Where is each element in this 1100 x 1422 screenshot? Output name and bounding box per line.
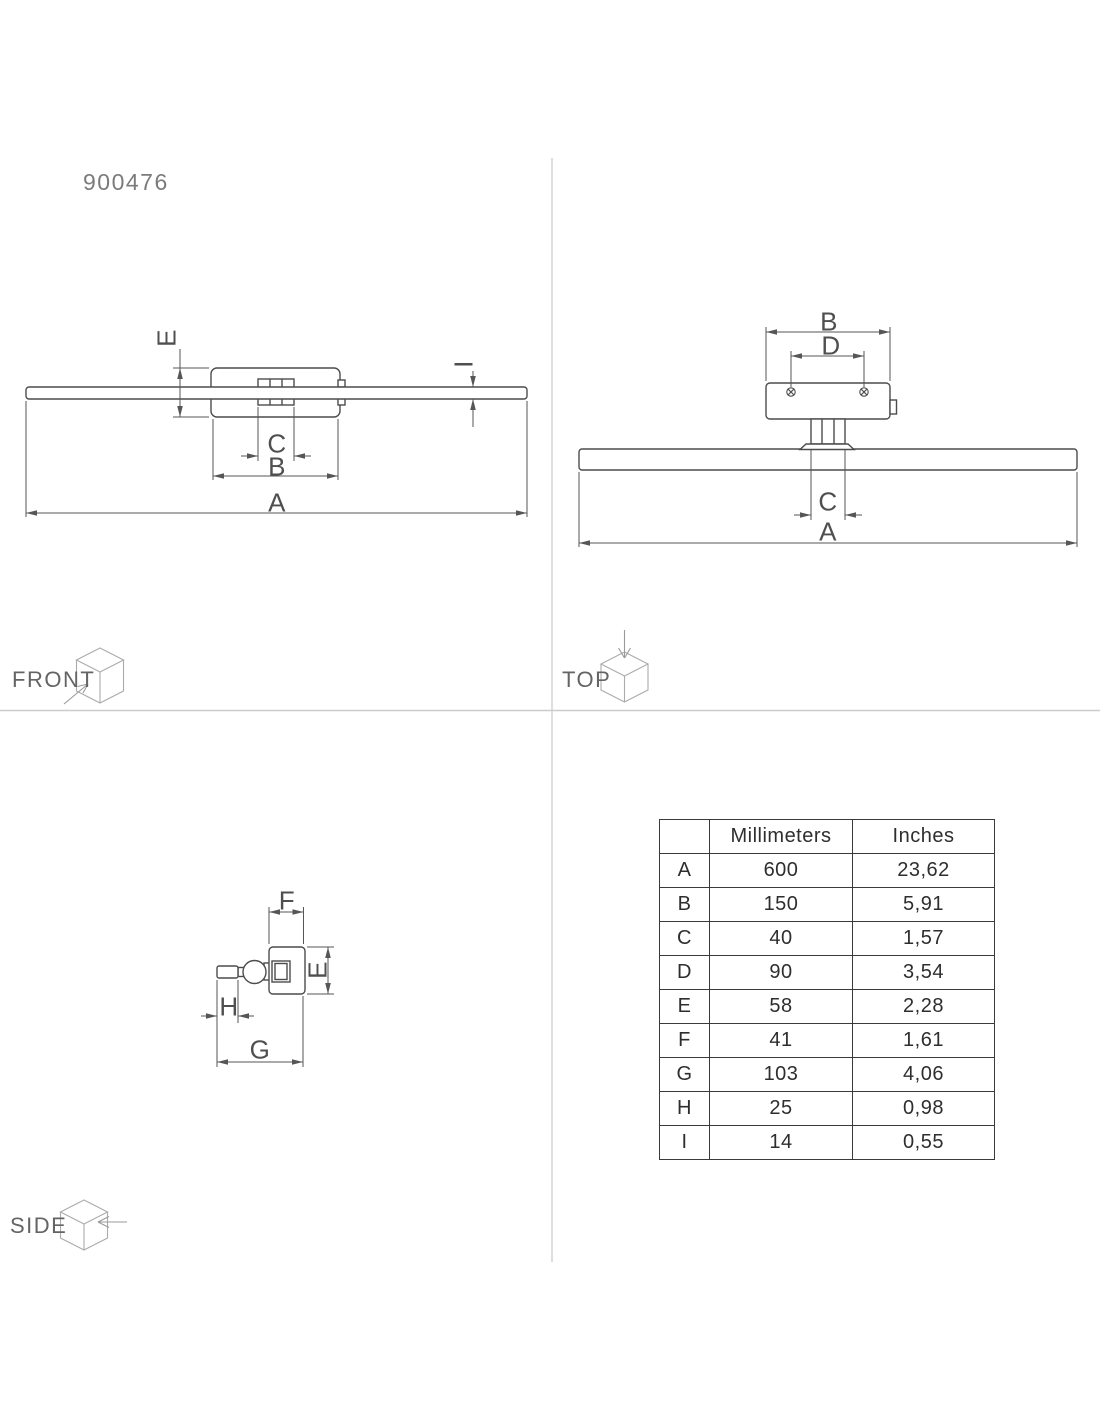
- mm-value-cell: 90: [710, 956, 853, 990]
- table-row: [660, 1126, 995, 1160]
- inches-value-cell: 5,91: [853, 888, 995, 922]
- front-dim-label-c: C: [267, 428, 287, 459]
- dim-letter-cell: F: [660, 1024, 710, 1058]
- top-view: [579, 383, 1077, 470]
- table-header-millimeters: Millimeters: [710, 820, 853, 854]
- front-dim-label-e: E: [151, 329, 182, 347]
- table-row: [660, 888, 995, 922]
- front-dim-label-b: B: [268, 451, 286, 482]
- top-dim-label-c: C: [818, 486, 838, 517]
- side-view-cube-icon: [61, 1200, 128, 1250]
- top-pivot-flange: [800, 444, 854, 450]
- top-wall-box-outline: [766, 383, 890, 419]
- front-view-label: FRONT: [12, 667, 96, 692]
- inches-value-cell: 3,54: [853, 956, 995, 990]
- dimensions-table: [659, 819, 995, 1160]
- dim-letter-cell: C: [660, 922, 710, 956]
- table-row: [660, 1092, 995, 1126]
- side-dim-label-e: E: [302, 961, 333, 979]
- top-dim-label-d: D: [821, 330, 841, 361]
- table-header-dim: [660, 820, 710, 854]
- inches-value-cell: 23,62: [853, 854, 995, 888]
- side-pivot-ball: [243, 961, 266, 984]
- mm-value-cell: 40: [710, 922, 853, 956]
- dim-letter-cell: G: [660, 1058, 710, 1092]
- inches-value-cell: 0,55: [853, 1126, 995, 1160]
- table-row: [660, 1058, 995, 1092]
- dim-letter-cell: B: [660, 888, 710, 922]
- front-right-tab-upper: [338, 380, 345, 387]
- table-header-inches: Inches: [853, 820, 995, 854]
- inches-value-cell: 0,98: [853, 1092, 995, 1126]
- top-view-label: TOP: [562, 667, 612, 692]
- dim-letter-cell: D: [660, 956, 710, 990]
- table-row: [660, 956, 995, 990]
- part-number: 900476: [83, 169, 169, 195]
- side-direction-arrow-icon: [98, 1217, 127, 1228]
- inches-value-cell: 4,06: [853, 1058, 995, 1092]
- mm-value-cell: 103: [710, 1058, 853, 1092]
- inches-value-cell: 2,28: [853, 990, 995, 1024]
- dim-letter-cell: I: [660, 1126, 710, 1160]
- top-dim-label-a: A: [819, 516, 837, 547]
- front-dim-label-i: I: [448, 360, 479, 368]
- dim-letter-cell: H: [660, 1092, 710, 1126]
- top-lamp-bar-outline: [579, 449, 1077, 470]
- side-dim-label-g: G: [249, 1034, 271, 1065]
- side-view-label: SIDE: [10, 1213, 68, 1238]
- dim-letter-cell: A: [660, 854, 710, 888]
- mm-value-cell: 58: [710, 990, 853, 1024]
- front-view: [26, 368, 527, 417]
- side-dim-label-h: H: [219, 991, 239, 1022]
- dim-letter-cell: E: [660, 990, 710, 1024]
- mm-value-cell: 41: [710, 1024, 853, 1058]
- front-lamp-bar-outline: [26, 387, 527, 399]
- top-dim-label-b: B: [820, 306, 838, 337]
- table-row: [660, 854, 995, 888]
- side-lamp-bar-section: [217, 966, 238, 978]
- mm-value-cell: 150: [710, 888, 853, 922]
- side-view: [217, 947, 305, 994]
- mm-value-cell: 25: [710, 1092, 853, 1126]
- table-row: [660, 922, 995, 956]
- inches-value-cell: 1,57: [853, 922, 995, 956]
- side-dim-label-f: F: [278, 885, 296, 916]
- mm-value-cell: 600: [710, 854, 853, 888]
- mm-value-cell: 14: [710, 1126, 853, 1160]
- table-row: [660, 1024, 995, 1058]
- table-header-row: [660, 820, 995, 854]
- top-pivot-stem: [811, 419, 845, 444]
- inches-value-cell: 1,61: [853, 1024, 995, 1058]
- top-right-tab: [890, 400, 897, 414]
- front-dim-label-a: A: [268, 487, 286, 518]
- table-row: [660, 990, 995, 1024]
